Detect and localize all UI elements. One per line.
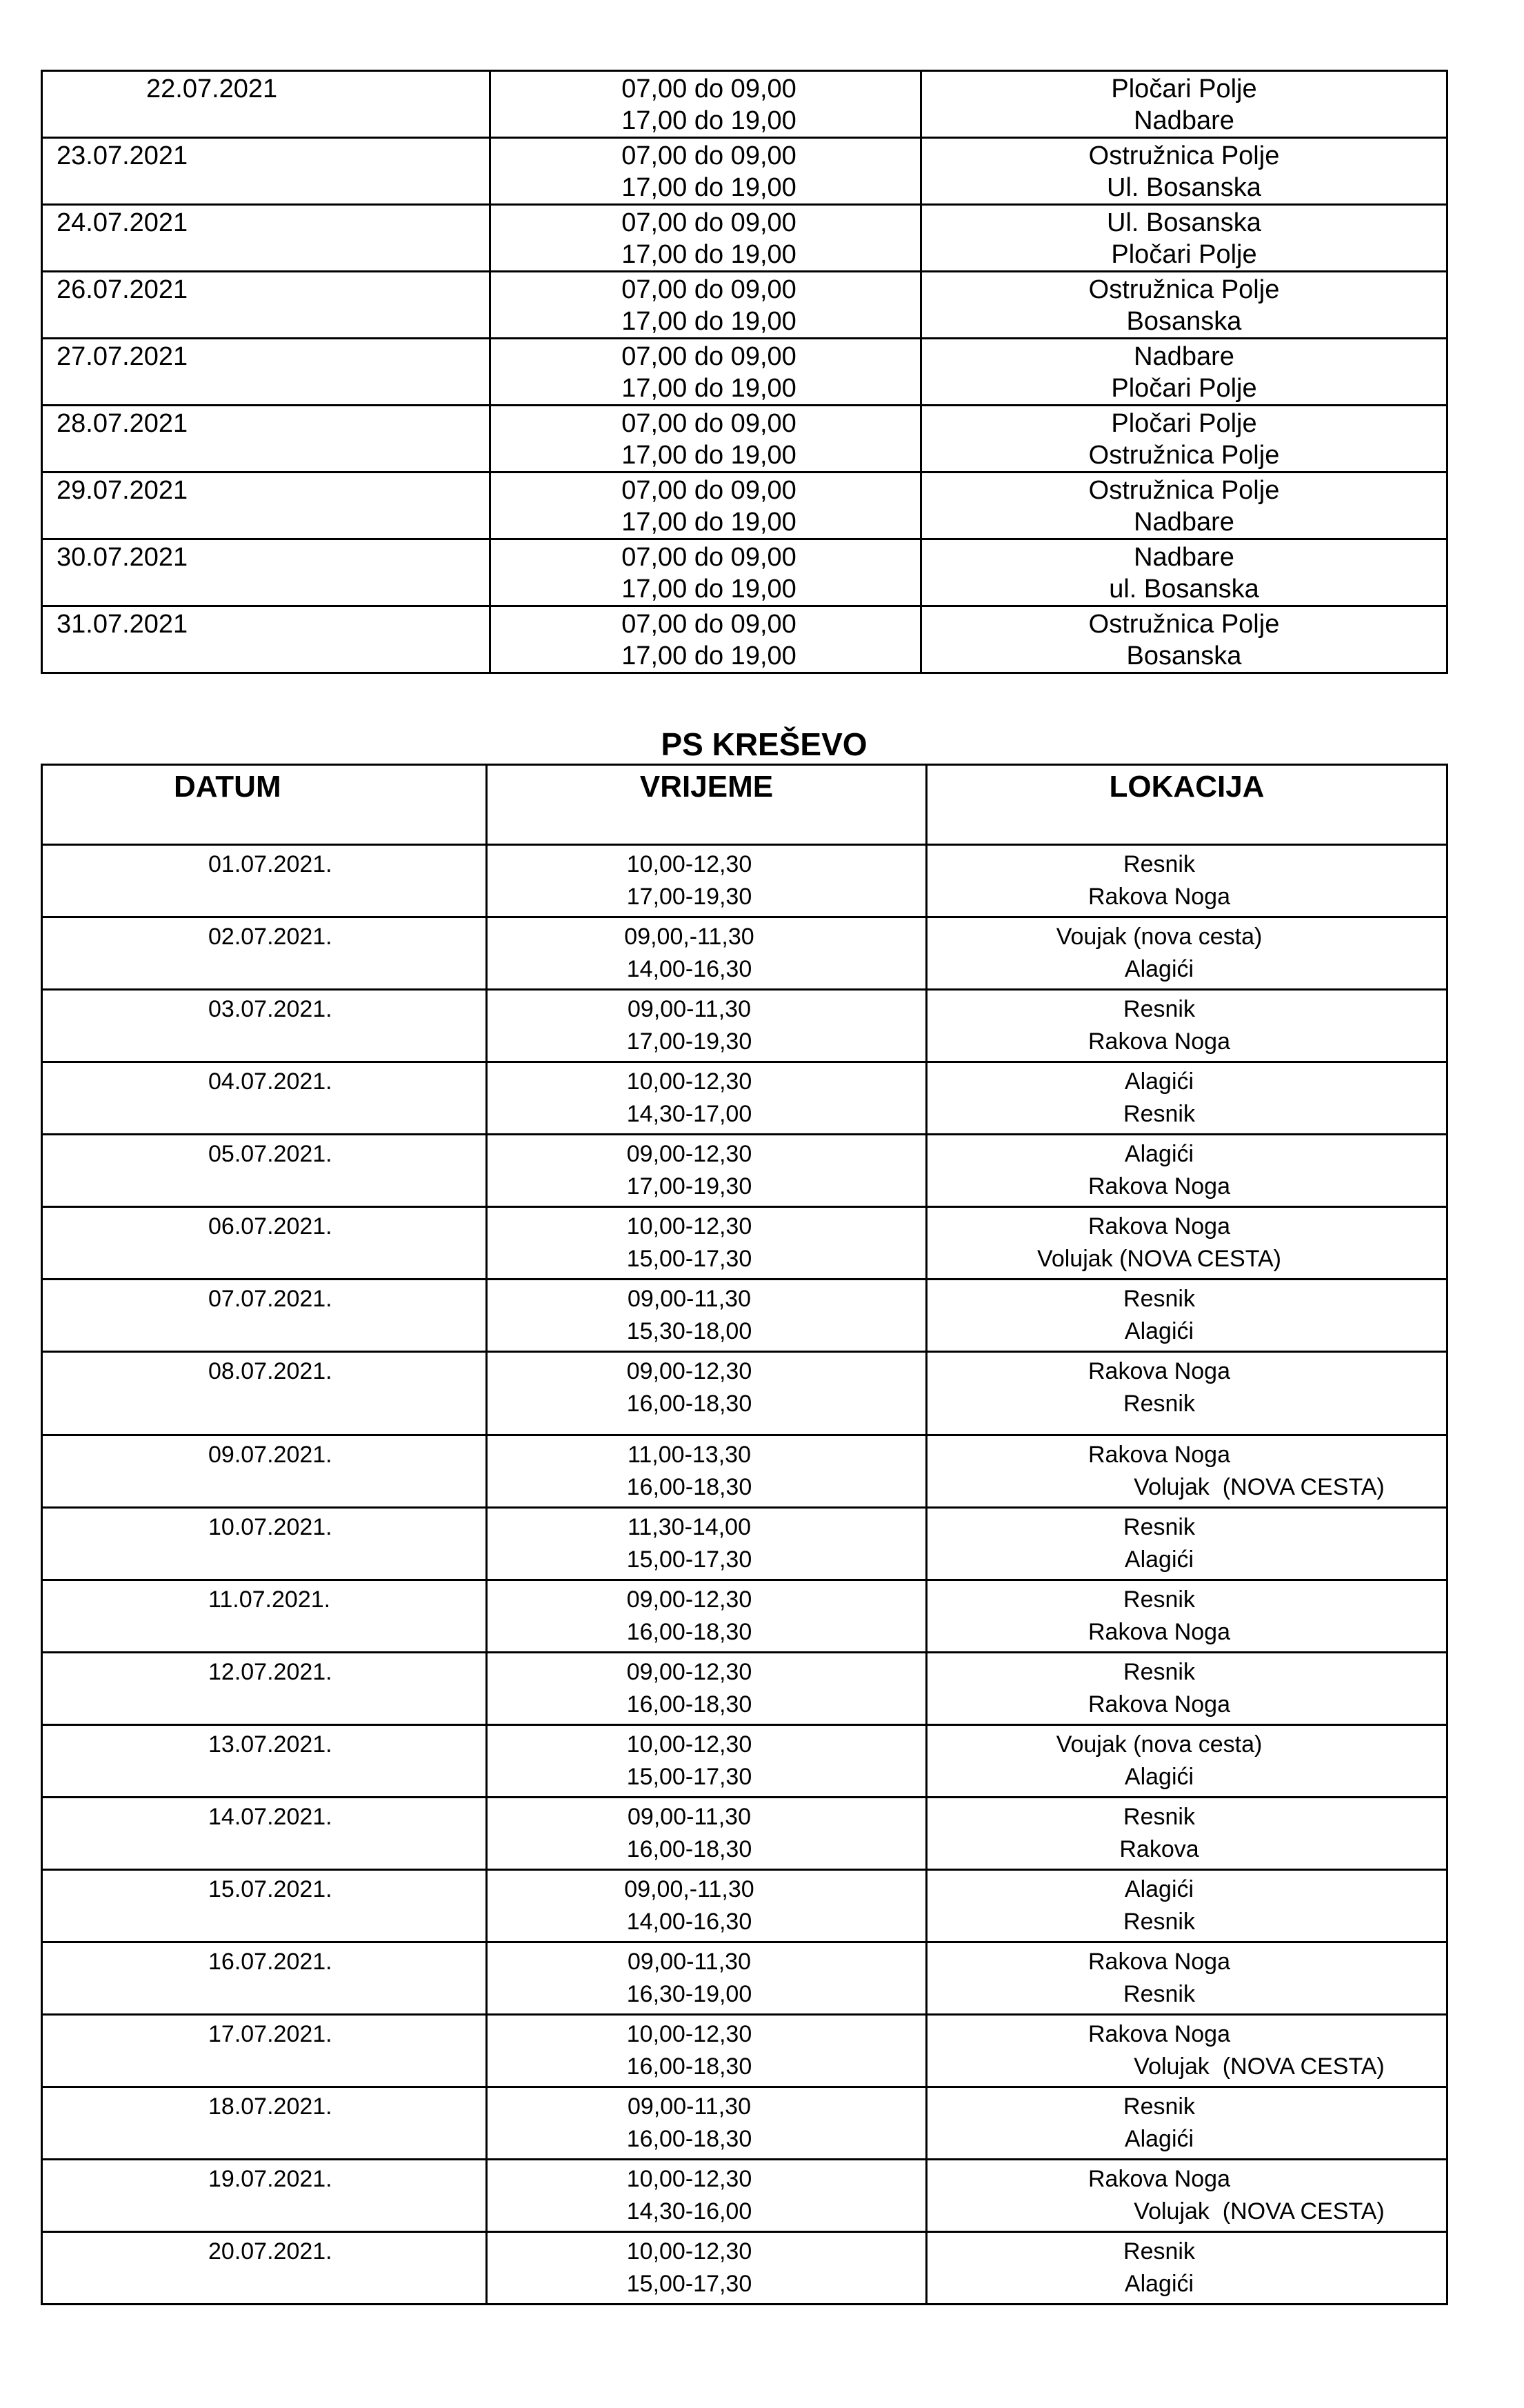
location-cell [927,990,1447,1062]
location-name: Rakova Noga [1087,1949,1230,1975]
time-range: 07,00 do 09,00 [621,610,796,639]
time-range: 16,00-18,30 [626,1836,752,1862]
location-name: Rakova Noga [1087,1028,1230,1055]
time-range: 07,00 do 09,00 [621,275,796,304]
location-name: Bosanska [1126,641,1242,670]
location-cell [927,917,1447,990]
date-cell: 06.07.2021. [42,1207,487,1280]
location-name: Resnik [1123,1586,1195,1613]
time-range: 07,00 do 09,00 [621,543,796,572]
time-cell [490,472,921,539]
time-cell [487,2015,927,2087]
time-range: 17,00 do 19,00 [621,575,796,604]
date-cell: 01.07.2021. [42,845,487,917]
location-name: Alagići [1124,1318,1194,1344]
date-cell: 18.07.2021. [42,2087,487,2160]
location-cell [927,1580,1447,1653]
location-name: Pločari Polje [1111,74,1257,103]
time-range: 09,00-11,30 [628,1804,751,1830]
location-name: Voujak (nova cesta) [1056,1731,1263,1758]
time-range: 15,00-17,30 [626,1546,752,1573]
location-cell [927,1207,1447,1280]
time-cell [487,1135,927,1207]
location-name: Alagići [1124,2126,1194,2152]
date-cell: 17.07.2021. [42,2015,487,2087]
location-name: Rakova Noga [1087,1358,1230,1384]
time-range: 17,00 do 19,00 [621,307,796,336]
location-name: Resnik [1123,1659,1195,1685]
table-row [42,71,1447,138]
table-row [42,138,1447,205]
table-row [42,539,1447,606]
time-cell [487,1207,927,1280]
time-range: 17,00 do 19,00 [621,173,796,202]
location-cell [927,1280,1447,1352]
location-name: ul. Bosanska [1109,575,1259,604]
time-range: 17,00-19,30 [626,1173,752,1200]
time-range: 07,00 do 09,00 [621,476,796,505]
location-name: Nadbare [1134,508,1234,537]
location-cell [927,1508,1447,1580]
location-cell [921,406,1447,472]
table-row [42,1508,1447,1580]
location-cell [927,1352,1447,1435]
location-name: Rakova Noga [1087,1213,1230,1240]
table-row [42,1798,1447,1870]
location-name: Rakova Noga [1087,1173,1230,1200]
time-range: 14,30-16,00 [626,2198,752,2225]
time-range: 09,00-12,30 [626,1659,752,1685]
location-cell [927,1870,1447,1942]
time-cell [490,606,921,673]
location-name: Alagići [1124,2271,1194,2297]
time-cell [487,2232,927,2305]
header-lokacija: LOKACIJA [927,765,1447,845]
time-cell [487,1725,927,1798]
time-cell [487,1798,927,1870]
date-cell: 31.07.2021 [42,606,490,673]
location-name: Rakova Noga [1087,884,1230,910]
time-cell [487,1435,927,1508]
time-range: 14,00-16,30 [626,1909,752,1935]
location-cell [927,1725,1447,1798]
location-name: Ostružnica Polje [1088,141,1280,170]
time-range: 15,00-17,30 [626,2271,752,2297]
time-range: 09,00,-11,30 [624,924,754,950]
time-range: 09,00-11,30 [628,1949,751,1975]
location-name: Pločari Polje [1111,374,1257,403]
time-range: 10,00-12,30 [626,1731,752,1758]
time-range: 17,00 do 19,00 [621,641,796,670]
time-range: 16,00-18,30 [626,1391,752,1417]
location-cell [927,2232,1447,2305]
location-name: Alagići [1124,1141,1194,1167]
location-name: Volujak (NOVA CESTA) [1134,2198,1385,2225]
location-cell [921,606,1447,673]
location-name: Voujak (nova cesta) [1056,924,1263,950]
location-name: Resnik [1123,1514,1195,1540]
time-range: 14,30-17,00 [626,1101,752,1127]
time-range: 10,00-12,30 [626,2166,752,2192]
date-cell: 12.07.2021. [42,1653,487,1725]
header-vrijeme: VRIJEME [487,765,927,845]
location-name: Bosanska [1126,307,1242,336]
time-range: 15,00-17,30 [626,1764,752,1790]
date-cell: 16.07.2021. [42,1942,487,2015]
time-range: 15,30-18,00 [626,1318,752,1344]
date-cell: 14.07.2021. [42,1798,487,1870]
time-cell [487,1352,927,1435]
location-name: Nadbare [1134,106,1234,135]
header-datum: DATUM [42,765,487,845]
location-name: Resnik [1123,996,1195,1022]
location-name: Ostružnica Polje [1088,441,1280,470]
location-name: Volujak (NOVA CESTA) [1134,2053,1385,2080]
time-range: 10,00-12,30 [626,2238,752,2265]
location-name: Resnik [1123,2238,1195,2265]
table-row [42,339,1447,406]
time-range: 16,00-18,30 [626,1619,752,1645]
time-range: 17,00 do 19,00 [621,374,796,403]
date-cell: 15.07.2021. [42,1870,487,1942]
location-cell [927,2087,1447,2160]
location-cell [921,138,1447,205]
location-cell [921,339,1447,406]
date-cell: 03.07.2021. [42,990,487,1062]
location-cell [927,2015,1447,2087]
location-name: Alagići [1124,956,1194,982]
date-cell: 02.07.2021. [42,917,487,990]
time-range: 17,00 do 19,00 [621,508,796,537]
location-name: Nadbare [1134,342,1234,371]
table-row [42,1352,1447,1435]
time-cell [487,1653,927,1725]
location-name: Resnik [1123,1286,1195,1312]
location-cell [927,1062,1447,1135]
location-name: Ostružnica Polje [1088,476,1280,505]
date-cell: 13.07.2021. [42,1725,487,1798]
location-name: Alagići [1124,1764,1194,1790]
time-cell [487,2160,927,2232]
date-cell: 10.07.2021. [42,1508,487,1580]
table-row [42,1207,1447,1280]
location-name: Volujak (NOVA CESTA) [1037,1246,1281,1272]
time-range: 16,00-18,30 [626,1474,752,1500]
time-cell [490,138,921,205]
location-name: Alagići [1124,1546,1194,1573]
location-name: Rakova Noga [1087,2166,1230,2192]
table-row [42,1725,1447,1798]
time-range: 14,00-16,30 [626,956,752,982]
table-row [42,1653,1447,1725]
time-range: 09,00,-11,30 [624,1876,754,1902]
table-row [42,917,1447,990]
date-cell: 11.07.2021. [42,1580,487,1653]
table-header-row [42,765,1447,845]
location-name: Resnik [1123,1909,1195,1935]
time-range: 17,00 do 19,00 [621,240,796,269]
location-name: Resnik [1123,1981,1195,2007]
table-row [42,1580,1447,1653]
location-name: Rakova Noga [1087,1442,1230,1468]
location-cell [927,1135,1447,1207]
time-range: 07,00 do 09,00 [621,208,796,237]
table-row [42,2232,1447,2305]
location-name: Pločari Polje [1111,240,1257,269]
table-row [42,406,1447,472]
location-name: Rakova [1119,1836,1199,1862]
location-name: Resnik [1123,1101,1195,1127]
location-name: Rakova Noga [1087,2021,1230,2047]
table-row [42,606,1447,673]
location-name: Alagići [1124,1068,1194,1095]
time-cell [490,539,921,606]
location-cell [927,1435,1447,1508]
section-heading: PS KREŠEVO [661,726,868,762]
time-cell [487,845,927,917]
time-range: 16,00-18,30 [626,2053,752,2080]
table-row [42,1942,1447,2015]
location-name: Ostružnica Polje [1088,610,1280,639]
location-cell [927,2160,1447,2232]
table-row [42,1870,1447,1942]
location-cell [921,71,1447,138]
location-name: Rakova Noga [1087,1691,1230,1718]
time-range: 09,00-11,30 [628,1286,751,1312]
schedule-table-kresevo [41,764,1448,2305]
table-row [42,1435,1447,1508]
location-name: Resnik [1123,2093,1195,2120]
time-cell [490,406,921,472]
date-cell: 29.07.2021 [42,472,490,539]
table-row [42,2015,1447,2087]
table-row [42,845,1447,917]
time-cell [490,339,921,406]
table-row [42,205,1447,272]
location-name: Rakova Noga [1087,1619,1230,1645]
time-cell [490,272,921,339]
table-row [42,1062,1447,1135]
table-row [42,990,1447,1062]
time-cell [487,1280,927,1352]
time-range: 16,00-18,30 [626,1691,752,1718]
time-range: 10,00-12,30 [626,1068,752,1095]
location-name: Resnik [1123,1804,1195,1830]
date-cell: 28.07.2021 [42,406,490,472]
date-cell: 27.07.2021 [42,339,490,406]
time-range: 10,00-12,30 [626,1213,752,1240]
time-range: 09,00-12,30 [626,1586,752,1613]
location-cell [927,1942,1447,2015]
location-name: Ul. Bosanska [1107,173,1261,202]
time-range: 07,00 do 09,00 [621,409,796,438]
time-range: 16,30-19,00 [626,1981,752,2007]
time-range: 09,00-11,30 [628,2093,751,2120]
date-cell: 09.07.2021. [42,1435,487,1508]
time-cell [487,1870,927,1942]
time-cell [487,1580,927,1653]
location-name: Pločari Polje [1111,409,1257,438]
location-cell [921,472,1447,539]
time-cell [487,990,927,1062]
location-name: Ostružnica Polje [1088,275,1280,304]
time-range: 09,00-12,30 [626,1358,752,1384]
time-range: 11,30-14,00 [628,1514,751,1540]
time-cell [490,71,921,138]
table-row [42,2087,1447,2160]
table-row [42,272,1447,339]
location-name: Resnik [1123,851,1195,877]
location-cell [921,272,1447,339]
location-cell [921,205,1447,272]
date-cell: 30.07.2021 [42,539,490,606]
table-row [42,1280,1447,1352]
date-cell: 24.07.2021 [42,205,490,272]
date-cell: 20.07.2021. [42,2232,487,2305]
location-name: Alagići [1124,1876,1194,1902]
time-range: 17,00-19,30 [626,884,752,910]
location-name: Resnik [1123,1391,1195,1417]
time-range: 07,00 do 09,00 [621,141,796,170]
location-cell [921,539,1447,606]
time-range: 11,00-13,30 [628,1442,751,1468]
time-range: 09,00-12,30 [626,1141,752,1167]
time-range: 07,00 do 09,00 [621,74,796,103]
time-range: 10,00-12,30 [626,2021,752,2047]
date-cell: 05.07.2021. [42,1135,487,1207]
time-range: 17,00 do 19,00 [621,106,796,135]
location-cell [927,845,1447,917]
time-range: 15,00-17,30 [626,1246,752,1272]
date-cell: 22.07.2021 [42,71,490,138]
time-range: 17,00-19,30 [626,1028,752,1055]
time-cell [487,917,927,990]
location-cell [927,1653,1447,1725]
date-cell: 19.07.2021. [42,2160,487,2232]
time-cell [490,205,921,272]
location-name: Nadbare [1134,543,1234,572]
time-cell [487,2087,927,2160]
date-cell: 26.07.2021 [42,272,490,339]
time-range: 16,00-18,30 [626,2126,752,2152]
table-row [42,472,1447,539]
time-range: 09,00-11,30 [628,996,751,1022]
location-cell [927,1798,1447,1870]
time-cell [487,1062,927,1135]
date-cell: 07.07.2021. [42,1280,487,1352]
table-row [42,2160,1447,2232]
time-cell [487,1508,927,1580]
schedule-table-1 [41,70,1448,674]
time-cell [487,1942,927,2015]
date-cell: 04.07.2021. [42,1062,487,1135]
location-name: Ul. Bosanska [1107,208,1261,237]
table-row [42,1135,1447,1207]
location-name: Volujak (NOVA CESTA) [1134,1474,1385,1500]
time-range: 07,00 do 09,00 [621,342,796,371]
date-cell: 23.07.2021 [42,138,490,205]
date-cell: 08.07.2021. [42,1352,487,1435]
time-range: 10,00-12,30 [626,851,752,877]
time-range: 17,00 do 19,00 [621,441,796,470]
